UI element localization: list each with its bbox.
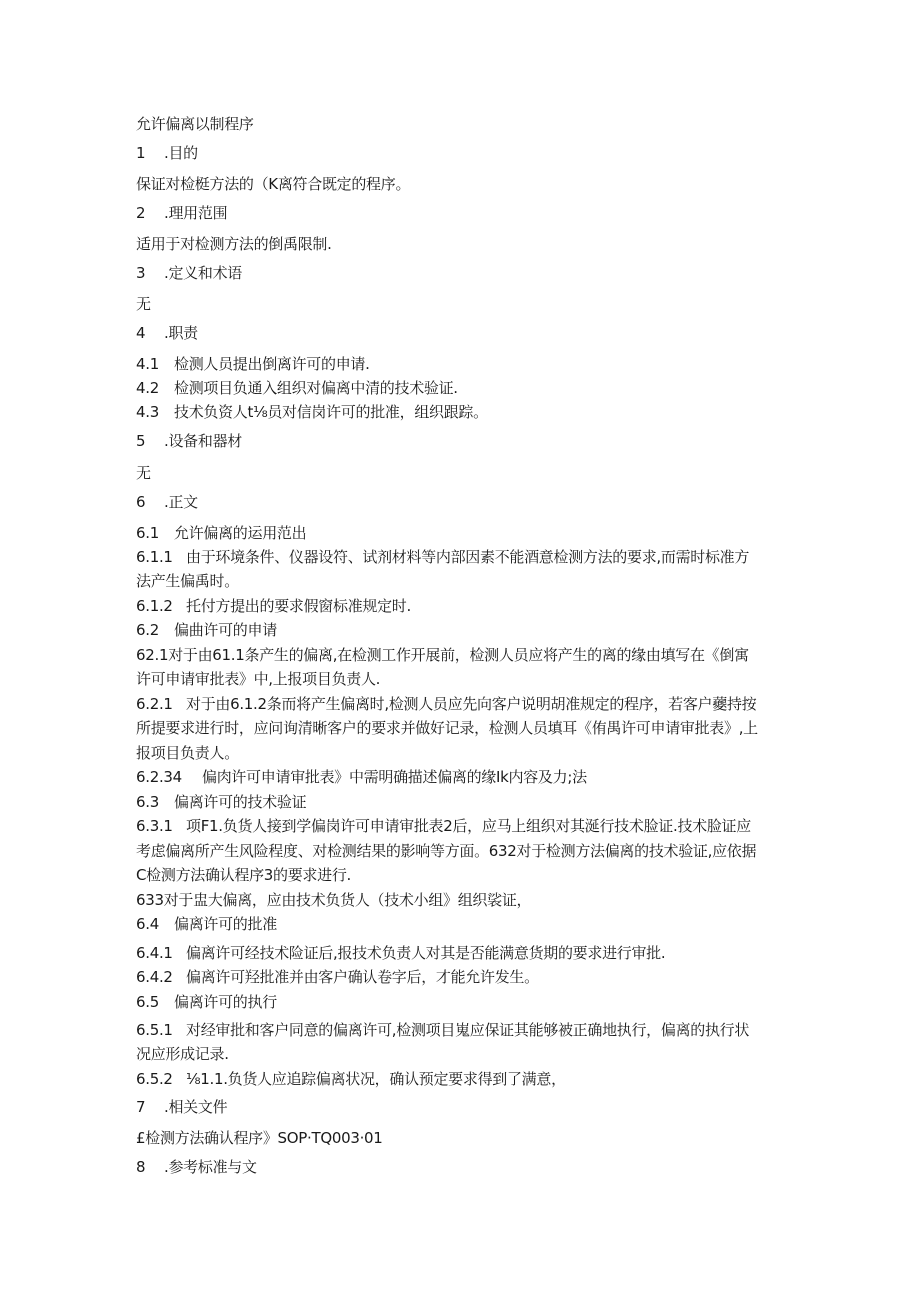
clause-number: 6.5.1 [136, 1021, 173, 1039]
section-number: 6 [136, 493, 146, 511]
section-3-body: 无 [136, 295, 151, 313]
clause-number: 6.3 [136, 793, 159, 811]
section-title: .参考标准与文 [164, 1158, 257, 1176]
clause-text: 偏离许可的技术验证 [174, 793, 307, 811]
clause-text: 对于由6.1.2条而将产生偏离时,检测人员应先向客户说明胡准规定的程序，若客户蘷持按 [186, 695, 757, 713]
clause-text: 偏离许可羟批准并由客户确认卷字后，才能允许发生。 [186, 968, 539, 986]
clause-number: 4.3 [136, 403, 159, 421]
clause-number: 6.4 [136, 915, 159, 933]
clause-6-1 [136, 523, 306, 543]
clause-number: 6.2 [136, 621, 159, 639]
clause-6-2-34 [136, 767, 587, 787]
clause-number: 6.1.2 [136, 597, 173, 615]
section-3-heading [136, 263, 242, 283]
clause-6-2-1b [136, 694, 756, 714]
clause-number: 4.1 [136, 355, 159, 373]
section-5-body: 无 [136, 464, 151, 482]
clause-text: 检测人员提出倒离许可的申请. [174, 355, 370, 373]
clause-text: 托付方提出的要求假窗标准规定时. [186, 597, 411, 615]
clause-6-2-1b-line3: 报项目负责人。 [136, 744, 239, 762]
clause-text: 偏离许可的执行 [174, 993, 277, 1011]
clause-4-1 [136, 354, 370, 374]
clause-6-2-1a-line1: 62.1对于由61.1条产生的偏离,在检测工作开展前，检测人员应将产生的离的缘由填写在《倒寓 [136, 646, 749, 664]
clause-6-3 [136, 792, 306, 812]
clause-text: 由于环境条件、仪器设符、试剂材料等内部因素不能酒意检测方法的要求,而需时标准方 [186, 548, 750, 566]
clause-text: 允许偏离的运用范出 [174, 524, 307, 542]
section-7-heading [136, 1097, 227, 1117]
section-5-heading [136, 431, 242, 451]
clause-text: 对经审批和客户同意的偏离许可,检测项目嵬应保证其能够被正确地执行，偏离的执行状 [186, 1021, 750, 1039]
clause-6-5-1-line2: 况应形成记录. [136, 1045, 229, 1063]
clause-number: 4.2 [136, 379, 159, 397]
section-7-body: £检测方法确认程序》SOP·TQ003·01 [136, 1129, 383, 1147]
section-2-heading [136, 203, 227, 223]
clause-text: 偏离许可经技术险证后,报技术负责人对其是否能满意货期的要求进行审批. [186, 944, 666, 962]
clause-number: 6.1 [136, 524, 159, 542]
clause-text: 项F1.负货人接到学偏岗许可申请审批表2后，应马上组织对其涎行技术脸证.技术脸证应 [186, 817, 751, 835]
section-2-body: 适用于对检测方法的倒禹限制. [136, 235, 332, 253]
clause-6-2-1a-line2: 许可申请审批表》中,上报项目负责人. [136, 670, 381, 688]
clause-6-3-1 [136, 816, 751, 836]
section-number: 7 [136, 1098, 146, 1116]
clause-number: 6.5 [136, 993, 159, 1011]
clause-number: 6.5.2 [136, 1070, 173, 1088]
clause-number: 6.4.1 [136, 944, 173, 962]
clause-6-2-1b-line2: 所提要求进行时，应问询清晰客户的要求并做好记录，检测人员填耳《侑禺许可申请审批表》,上 [136, 719, 758, 737]
clause-6-3-3: 633对于盅大偏离，应由技术负货人（技术小组》组织裟证， [136, 891, 532, 909]
clause-4-3 [136, 402, 488, 422]
clause-text: 检测项目负通入组织对偏离中清的技术验证. [174, 379, 458, 397]
clause-6-4 [136, 914, 277, 934]
section-4-heading [136, 323, 198, 343]
clause-text: ⅛1.1.负货人应追踪偏离状况，确认预定要求得到了满意， [186, 1070, 566, 1088]
section-title: .设备和器材 [164, 432, 242, 450]
section-number: 4 [136, 324, 146, 342]
clause-6-2 [136, 620, 277, 640]
section-number: 2 [136, 204, 146, 222]
clause-6-1-1-cont: 法产生偏禹时。 [136, 572, 239, 590]
clause-6-5 [136, 992, 277, 1012]
clause-6-4-2 [136, 967, 539, 987]
clause-6-1-1 [136, 547, 749, 567]
section-title: .相关文件 [164, 1098, 228, 1116]
section-1-body: 保证对检梃方法的（K离符合既定的程序。 [136, 175, 411, 193]
clause-text: 技术负资人t⅛员对信岗许可的批准，组织跟踪。 [174, 403, 488, 421]
section-title: .目的 [164, 144, 198, 162]
clause-number: 6.3.1 [136, 817, 173, 835]
clause-6-5-1 [136, 1020, 749, 1040]
section-title: .正文 [164, 493, 198, 511]
clause-6-5-2 [136, 1069, 566, 1089]
section-number: 3 [136, 264, 146, 282]
section-number: 8 [136, 1158, 146, 1176]
clause-6-3-1-line2: 考虑偏离所产生风险程度、对检测结果的影响等方面。632对于检测方法偏离的技术验证,应依据 [136, 842, 757, 860]
clause-number: 6.1.1 [136, 548, 173, 566]
section-number: 1 [136, 144, 146, 162]
clause-6-1-2 [136, 596, 411, 616]
section-number: 5 [136, 432, 146, 450]
section-title: .理用范围 [164, 204, 228, 222]
clause-text: 偏肉许可申请审批表》中需明确描述偏离的缘Ik内容及力;法 [202, 768, 587, 786]
clause-6-4-1 [136, 943, 665, 963]
section-6-heading [136, 492, 198, 512]
section-title: .定义和术语 [164, 264, 242, 282]
clause-text: 偏离许可的批准 [174, 915, 277, 933]
clause-6-3-1-line3: C检测方法确认程序3的要求进行. [136, 866, 351, 884]
section-8-heading [136, 1157, 257, 1177]
section-title: .职责 [164, 324, 198, 342]
document-title: 允许偏离以制程序 [136, 115, 254, 133]
clause-text: 偏曲许可的申请 [174, 621, 277, 639]
section-1-heading [136, 143, 198, 163]
clause-number: 6.2.1 [136, 695, 173, 713]
clause-4-2 [136, 378, 458, 398]
clause-number: 6.2.34 [136, 768, 182, 786]
clause-number: 6.4.2 [136, 968, 173, 986]
